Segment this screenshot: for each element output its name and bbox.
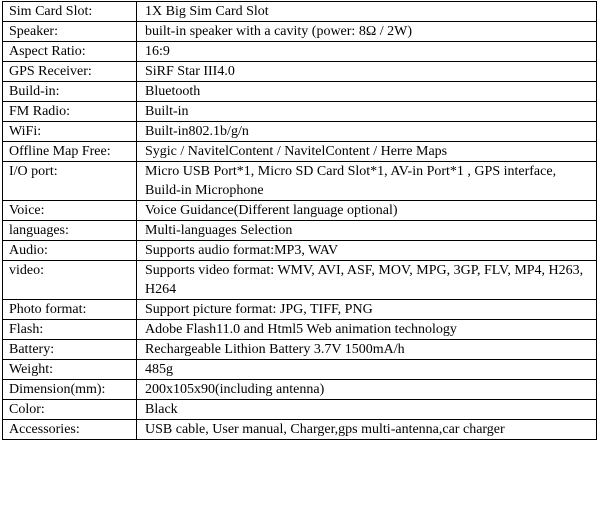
spec-label: languages: xyxy=(3,221,137,241)
spec-label: Audio: xyxy=(3,241,137,261)
spec-row-gps-receiver xyxy=(3,62,597,82)
spec-label: video: xyxy=(3,261,137,300)
spec-label: Aspect Ratio: xyxy=(3,42,137,62)
spec-value: Rechargeable Lithion Battery 3.7V 1500mA/h xyxy=(137,340,597,360)
spec-label: I/O port: xyxy=(3,162,137,201)
spec-row-languages xyxy=(3,221,597,241)
spec-label: Weight: xyxy=(3,360,137,380)
spec-row-battery xyxy=(3,340,597,360)
spec-label: FM Radio: xyxy=(3,102,137,122)
spec-value: Black xyxy=(137,400,597,420)
spec-value: Voice Guidance(Different language optional) xyxy=(137,201,597,221)
spec-row-audio xyxy=(3,241,597,261)
spec-row-weight xyxy=(3,360,597,380)
spec-row-photo-format xyxy=(3,300,597,320)
spec-value: Multi-languages Selection xyxy=(137,221,597,241)
spec-row-build-in xyxy=(3,82,597,102)
spec-label: Accessories: xyxy=(3,420,137,440)
spec-value: 200x105x90(including antenna) xyxy=(137,380,597,400)
spec-row-aspect-ratio xyxy=(3,42,597,62)
spec-value: SiRF Star III4.0 xyxy=(137,62,597,82)
spec-value-line: Micro USB Port*1, Micro SD Card Slot*1, AV-in Port*1 , GPS interface, xyxy=(145,164,557,179)
spec-row-video xyxy=(3,261,597,300)
spec-row-dimension xyxy=(3,380,597,400)
spec-label: GPS Receiver: xyxy=(3,62,137,82)
spec-value: Support picture format: JPG, TIFF, PNG xyxy=(137,300,597,320)
spec-value: 1X Big Sim Card Slot xyxy=(137,2,597,22)
spec-value: built-in speaker with a cavity (power: 8Ω / 2W) xyxy=(137,22,597,42)
spec-row-speaker xyxy=(3,22,597,42)
spec-row-offline-map xyxy=(3,142,597,162)
spec-label: Photo format: xyxy=(3,300,137,320)
spec-label: Dimension(mm): xyxy=(3,380,137,400)
spec-label: Speaker: xyxy=(3,22,137,42)
spec-value: Built-in802.1b/g/n xyxy=(137,122,597,142)
spec-label: Battery: xyxy=(3,340,137,360)
spec-value: Supports audio format:MP3, WAV xyxy=(137,241,597,261)
spec-label: Flash: xyxy=(3,320,137,340)
spec-label: Build-in: xyxy=(3,82,137,102)
spec-value xyxy=(137,162,597,201)
spec-row-voice xyxy=(3,201,597,221)
spec-row-flash xyxy=(3,320,597,340)
spec-value: Adobe Flash11.0 and Html5 Web animation technology xyxy=(137,320,597,340)
spec-label: Offline Map Free: xyxy=(3,142,137,162)
spec-value-line: Build-in Microphone xyxy=(145,183,264,198)
spec-table xyxy=(2,1,597,440)
spec-value: Supports video format: WMV, AVI, ASF, MOV, MPG, 3GP, FLV, MP4, H263, H264 xyxy=(137,261,597,300)
spec-value: 16:9 xyxy=(137,42,597,62)
spec-value: 485g xyxy=(137,360,597,380)
spec-label: Color: xyxy=(3,400,137,420)
spec-label: WiFi: xyxy=(3,122,137,142)
spec-value: Sygic / NavitelContent / NavitelContent / Herre Maps xyxy=(137,142,597,162)
spec-row-wifi xyxy=(3,122,597,142)
spec-value: Built-in xyxy=(137,102,597,122)
spec-value: USB cable, User manual, Charger,gps multi-antenna,car charger xyxy=(137,420,597,440)
spec-label: Voice: xyxy=(3,201,137,221)
spec-row-sim-card-slot xyxy=(3,2,597,22)
spec-row-io-port xyxy=(3,162,597,201)
spec-row-accessories xyxy=(3,420,597,440)
spec-value: Bluetooth xyxy=(137,82,597,102)
spec-row-fm-radio xyxy=(3,102,597,122)
spec-label: Sim Card Slot: xyxy=(3,2,137,22)
spec-row-color xyxy=(3,400,597,420)
